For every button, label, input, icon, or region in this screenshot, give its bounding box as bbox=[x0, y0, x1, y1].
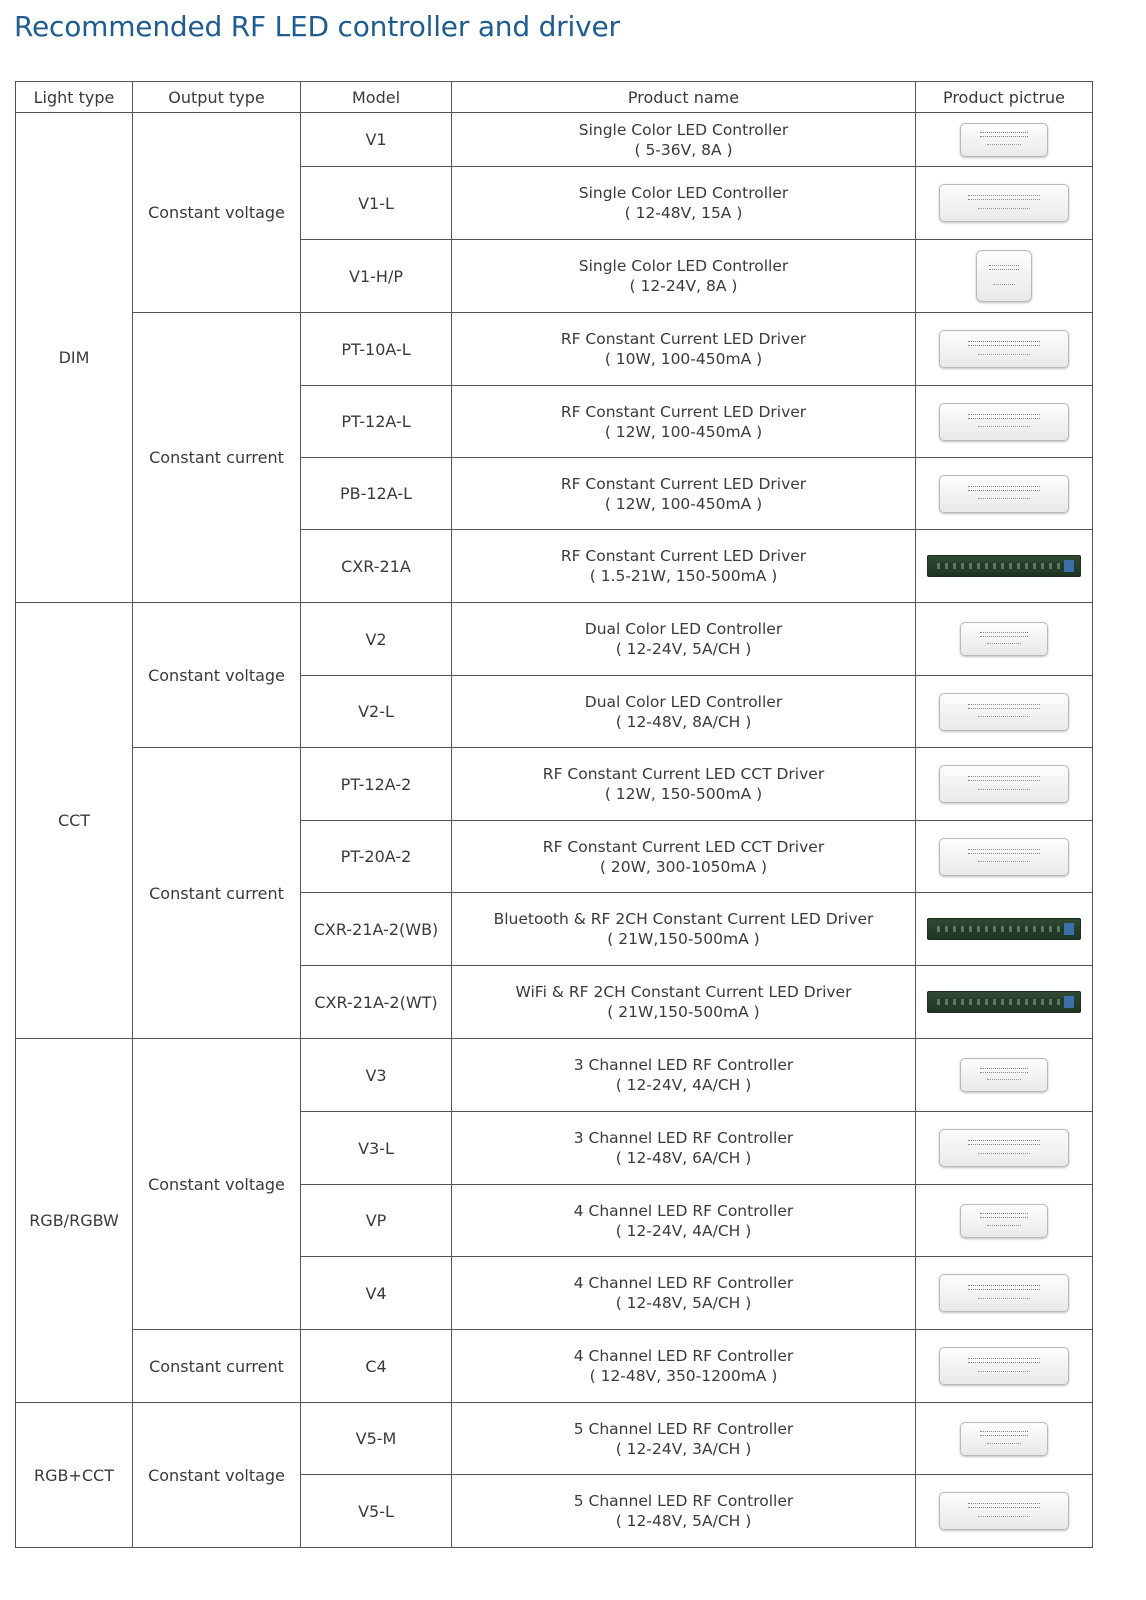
product-name-cell bbox=[452, 1185, 916, 1257]
product-picture-cell bbox=[916, 748, 1093, 821]
product-picture-cell bbox=[916, 603, 1093, 676]
product-image bbox=[939, 1129, 1069, 1167]
model-cell: V3-L bbox=[301, 1112, 452, 1185]
product-spec: ( 12-48V, 15A ) bbox=[624, 204, 743, 222]
product-name-cell bbox=[452, 748, 916, 821]
product-picture-cell bbox=[916, 530, 1093, 603]
product-image bbox=[939, 693, 1069, 731]
output-type-cell: Constant current bbox=[133, 748, 301, 1039]
product-image bbox=[927, 555, 1081, 577]
product-name: RF Constant Current LED Driver bbox=[560, 474, 807, 493]
model-cell: CXR-21A-2(WT) bbox=[301, 966, 452, 1039]
product-image bbox=[927, 991, 1081, 1013]
product-spec: ( 5-36V, 8A ) bbox=[634, 140, 733, 159]
model-cell: V2-L bbox=[301, 676, 452, 748]
product-spec: ( 10W, 100-450mA ) bbox=[604, 350, 763, 368]
product-picture-cell bbox=[916, 313, 1093, 386]
output-type-cell: Constant voltage bbox=[133, 1039, 301, 1330]
product-name: 5 Channel LED RF Controller bbox=[573, 1492, 794, 1510]
product-image bbox=[939, 184, 1069, 222]
output-type-cell: Constant voltage bbox=[133, 603, 301, 748]
model-cell: VP bbox=[301, 1185, 452, 1257]
product-picture-cell bbox=[916, 821, 1093, 893]
product-picture-cell bbox=[916, 167, 1093, 240]
product-name-cell bbox=[452, 893, 916, 966]
product-spec: ( 12-48V, 5A/CH ) bbox=[615, 1294, 752, 1312]
product-name-cell bbox=[452, 603, 916, 676]
light-type-cell: DIM bbox=[16, 113, 133, 603]
product-image bbox=[960, 1204, 1048, 1238]
product-image bbox=[927, 918, 1081, 940]
product-image bbox=[939, 403, 1069, 441]
product-name: RF Constant Current LED Driver bbox=[560, 330, 807, 348]
product-picture-cell bbox=[916, 113, 1093, 167]
product-spec: ( 12-24V, 5A/CH ) bbox=[615, 640, 752, 658]
table-body bbox=[16, 113, 1093, 1548]
table-row bbox=[16, 1330, 1093, 1403]
model-cell: PT-10A-L bbox=[301, 313, 452, 386]
product-image bbox=[960, 1422, 1048, 1456]
product-name: Dual Color LED Controller bbox=[584, 620, 783, 638]
product-name: Single Color LED Controller bbox=[578, 257, 789, 275]
model-cell: V4 bbox=[301, 1257, 452, 1330]
product-picture-cell bbox=[916, 1403, 1093, 1475]
product-picture-cell bbox=[916, 1257, 1093, 1330]
header-output-type: Output type bbox=[133, 82, 301, 113]
product-spec: ( 1.5-21W, 150-500mA ) bbox=[589, 567, 778, 585]
model-cell: PT-12A-2 bbox=[301, 748, 452, 821]
product-spec: ( 12-48V, 350-1200mA ) bbox=[589, 1367, 778, 1385]
table-row bbox=[16, 113, 1093, 167]
product-image bbox=[939, 475, 1069, 513]
table-row bbox=[16, 1039, 1093, 1112]
product-picture-cell bbox=[916, 966, 1093, 1039]
model-cell: V2 bbox=[301, 603, 452, 676]
product-spec: ( 12-24V, 3A/CH ) bbox=[615, 1439, 752, 1458]
product-name: 5 Channel LED RF Controller bbox=[573, 1419, 794, 1438]
product-picture-cell bbox=[916, 458, 1093, 530]
product-picture-cell bbox=[916, 1330, 1093, 1403]
model-cell: V3 bbox=[301, 1039, 452, 1112]
product-name: RF Constant Current LED CCT Driver bbox=[542, 837, 825, 856]
header-product-name: Product name bbox=[452, 82, 916, 113]
product-name-cell bbox=[452, 313, 916, 386]
product-image bbox=[960, 123, 1048, 157]
model-cell: V5-L bbox=[301, 1475, 452, 1548]
model-cell: PB-12A-L bbox=[301, 458, 452, 530]
product-name: RF Constant Current LED Driver bbox=[560, 402, 807, 421]
product-name: Bluetooth & RF 2CH Constant Current LED Driver bbox=[493, 910, 874, 928]
product-spec: ( 12-48V, 6A/CH ) bbox=[615, 1149, 752, 1167]
header-row bbox=[16, 82, 1093, 113]
product-image bbox=[976, 250, 1032, 302]
product-spec: ( 12-48V, 5A/CH ) bbox=[615, 1512, 752, 1530]
model-cell: C4 bbox=[301, 1330, 452, 1403]
output-type-cell: Constant current bbox=[133, 1330, 301, 1403]
product-spec: ( 12-24V, 4A/CH ) bbox=[615, 1076, 752, 1094]
product-name: WiFi & RF 2CH Constant Current LED Driver bbox=[515, 983, 852, 1001]
product-image bbox=[939, 838, 1069, 876]
product-image bbox=[960, 1058, 1048, 1092]
product-name: Single Color LED Controller bbox=[578, 120, 789, 139]
product-name: 4 Channel LED RF Controller bbox=[573, 1274, 794, 1292]
product-name-cell bbox=[452, 821, 916, 893]
product-name: RF Constant Current LED CCT Driver bbox=[542, 765, 825, 783]
output-type-cell: Constant voltage bbox=[133, 113, 301, 313]
page-title: Recommended RF LED controller and driver bbox=[14, 10, 620, 43]
product-name-cell bbox=[452, 1330, 916, 1403]
header-model: Model bbox=[301, 82, 452, 113]
product-name: 4 Channel LED RF Controller bbox=[573, 1347, 794, 1365]
product-name: RF Constant Current LED Driver bbox=[560, 547, 807, 565]
product-name-cell bbox=[452, 1039, 916, 1112]
model-cell: V1-H/P bbox=[301, 240, 452, 313]
model-cell: PT-20A-2 bbox=[301, 821, 452, 893]
light-type-cell: CCT bbox=[16, 603, 133, 1039]
product-image bbox=[939, 765, 1069, 803]
product-name: Single Color LED Controller bbox=[578, 184, 789, 202]
product-picture-cell bbox=[916, 240, 1093, 313]
model-cell: V1 bbox=[301, 113, 452, 167]
product-picture-cell bbox=[916, 386, 1093, 458]
product-picture-cell bbox=[916, 1112, 1093, 1185]
product-name-cell bbox=[452, 676, 916, 748]
light-type-cell: RGB+CCT bbox=[16, 1403, 133, 1548]
product-spec: ( 12W, 100-450mA ) bbox=[604, 422, 763, 441]
product-name-cell bbox=[452, 167, 916, 240]
table-row bbox=[16, 603, 1093, 676]
header-light-type: Light type bbox=[16, 82, 133, 113]
product-image bbox=[939, 1274, 1069, 1312]
product-picture-cell bbox=[916, 893, 1093, 966]
product-name-cell bbox=[452, 113, 916, 167]
model-cell: V5-M bbox=[301, 1403, 452, 1475]
product-name-cell bbox=[452, 240, 916, 313]
model-cell: V1-L bbox=[301, 167, 452, 240]
product-name: 3 Channel LED RF Controller bbox=[573, 1129, 794, 1147]
model-cell: PT-12A-L bbox=[301, 386, 452, 458]
product-spec: ( 20W, 300-1050mA ) bbox=[599, 857, 768, 876]
product-spec: ( 12W, 100-450mA ) bbox=[604, 494, 763, 513]
header-product-picture: Product pictrue bbox=[916, 82, 1093, 113]
table-row bbox=[16, 1403, 1093, 1475]
product-spec: ( 12W, 150-500mA ) bbox=[604, 785, 763, 803]
table-row bbox=[16, 748, 1093, 821]
product-name-cell bbox=[452, 530, 916, 603]
product-name-cell bbox=[452, 966, 916, 1039]
product-name-cell bbox=[452, 1257, 916, 1330]
output-type-cell: Constant current bbox=[133, 313, 301, 603]
product-spec: ( 12-48V, 8A/CH ) bbox=[615, 712, 752, 731]
product-spec: ( 12-24V, 4A/CH ) bbox=[615, 1221, 752, 1240]
product-name: 3 Channel LED RF Controller bbox=[573, 1056, 794, 1074]
product-name-cell bbox=[452, 1112, 916, 1185]
product-name: 4 Channel LED RF Controller bbox=[573, 1201, 794, 1220]
product-spec: ( 21W,150-500mA ) bbox=[607, 1003, 760, 1021]
model-cell: CXR-21A bbox=[301, 530, 452, 603]
table-row bbox=[16, 313, 1093, 386]
product-name-cell bbox=[452, 386, 916, 458]
product-image bbox=[939, 330, 1069, 368]
model-cell: CXR-21A-2(WB) bbox=[301, 893, 452, 966]
output-type-cell: Constant voltage bbox=[133, 1403, 301, 1548]
product-image bbox=[939, 1492, 1069, 1530]
product-spec: ( 21W,150-500mA ) bbox=[607, 930, 760, 948]
product-image bbox=[939, 1347, 1069, 1385]
product-table bbox=[15, 81, 1093, 1548]
product-image bbox=[960, 622, 1048, 656]
product-name-cell bbox=[452, 458, 916, 530]
product-picture-cell bbox=[916, 1185, 1093, 1257]
product-name: Dual Color LED Controller bbox=[584, 692, 783, 711]
product-picture-cell bbox=[916, 1475, 1093, 1548]
light-type-cell: RGB/RGBW bbox=[16, 1039, 133, 1403]
product-spec: ( 12-24V, 8A ) bbox=[629, 277, 738, 295]
product-name-cell bbox=[452, 1403, 916, 1475]
product-picture-cell bbox=[916, 676, 1093, 748]
product-picture-cell bbox=[916, 1039, 1093, 1112]
product-name-cell bbox=[452, 1475, 916, 1548]
